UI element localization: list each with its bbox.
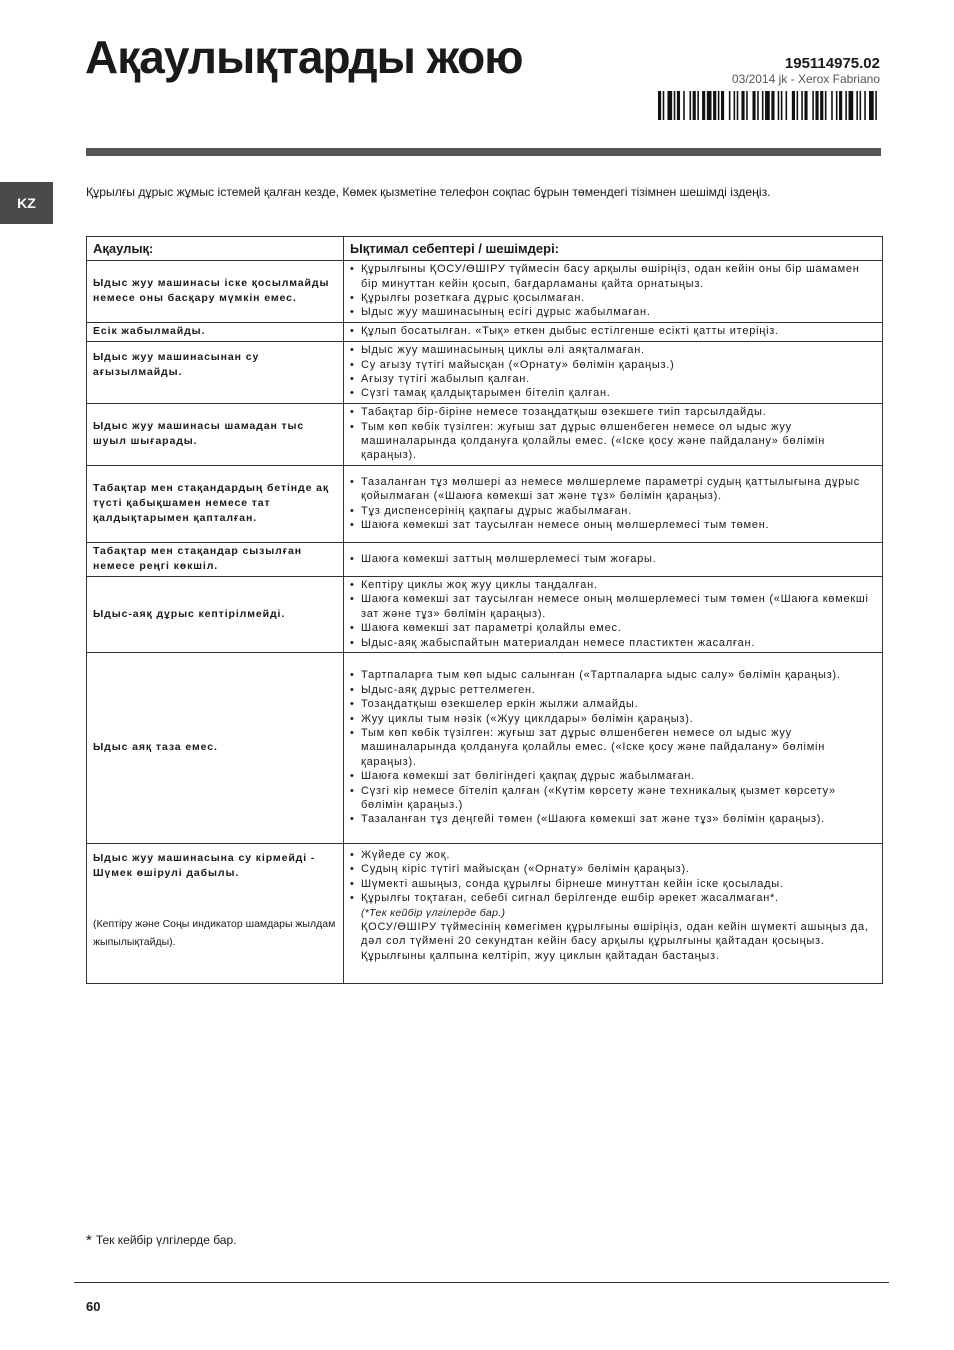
table-header-row [87, 237, 883, 261]
problem-cell [87, 543, 344, 577]
language-tab: KZ [0, 182, 53, 224]
cause-item: • Тұз диспенсерінің қақпағы дұрыс жабылмаған. [350, 504, 876, 518]
cause-item: • Сүзгі кір немесе бітеліп қалған («Күтім көрсету және техникалық қызмет көрсету» бөлімін қараңыз.) [350, 784, 876, 813]
footnote-text: Тек кейбір үлгілерде бар. [95, 1233, 237, 1247]
barcode-bar [825, 91, 827, 120]
barcode-bar [831, 91, 833, 120]
problem-text: Ыдыс жуу машинасынан су ағызылмайды. [93, 351, 260, 378]
page-title: Ақаулықтарды жою [85, 31, 523, 83]
cause-item: • Сүзгі тамақ қалдықтарымен бітеліп қалған. [350, 386, 876, 400]
cause-item: • Құлып босатылған. «Тық» еткен дыбыс естілгенше есікті қатты итеріңіз. [350, 324, 876, 338]
table-row [87, 404, 883, 466]
problem-cell [87, 466, 344, 543]
barcode-bar [689, 91, 691, 120]
problem-text: Табақтар мен стақандардың бетінде ақ түсті қабықшамен немесе тат қалдықтарымен қапталған. [93, 482, 330, 524]
barcode-bar [697, 91, 699, 120]
barcode-bar [737, 91, 739, 120]
barcode-bar [707, 91, 712, 120]
header-causes: Ықтимал себептері / шешімдері: [344, 237, 883, 261]
intro-text: Құрылғы дұрыс жұмыс істемей қалған кезде, Көмек қызметіне телефон соқпас бұрын төмендегі тізімнен шешімді іздеңіз. [86, 185, 771, 199]
cause-item: • Ыдыс-аяқ дұрыс реттелмеген. [350, 683, 876, 697]
cause-item: • Су ағызу түтігі майысқан («Орнату» бөлімін қараңыз.) [350, 358, 876, 372]
barcode-bar [792, 91, 795, 120]
barcode-bar [786, 91, 788, 120]
barcode-bar [869, 91, 874, 120]
problem-text: Ыдыс аяқ таза емес. [93, 741, 218, 754]
table-row [87, 466, 883, 543]
barcode-bar [677, 91, 680, 120]
table-row [87, 844, 883, 984]
footnote [86, 1232, 236, 1249]
barcode-bar [849, 91, 854, 120]
cause-item: • Шаюға көмекші зат параметрі қолайлы емес. [350, 621, 876, 635]
models-note: (*Тек кейбір үлгілерде бар.) [361, 906, 506, 919]
causes-cell [344, 844, 883, 984]
barcode-bar [856, 91, 858, 120]
barcode-bar [845, 91, 847, 120]
cause-item: • Шаюға көмекші зат таусылған немесе оның мөлшерлемесі тым төмен. [350, 518, 876, 532]
causes-cell [344, 577, 883, 653]
barcode-bar [765, 91, 770, 120]
problem-cell [87, 844, 344, 984]
barcode-bar [674, 91, 676, 120]
barcode-bar [663, 91, 665, 120]
problem-cell [87, 404, 344, 466]
page-number: 60 [86, 1299, 101, 1314]
barcode-bar [778, 91, 780, 120]
cause-item: • Құрылғыны ҚОСУ/ӨШІРУ түймесін басу арқылы өшіріңіз, одан кейін оны бір шамамен бір минуттан кейін қосып, бағдарламаны қайта орнатыңыз. [350, 262, 876, 291]
footnote-star: * [86, 1232, 92, 1249]
cause-item: • Кептіру циклы жоқ жуу циклы таңдалған. [350, 578, 876, 592]
header-divider [86, 148, 881, 156]
barcode-bar [864, 91, 866, 120]
barcode-bar [752, 91, 755, 120]
barcode-bar [729, 91, 731, 120]
barcode-bar [812, 91, 814, 120]
cause-item: • Ағызу түтігі жабылып қалған. [350, 372, 876, 386]
table-row [87, 577, 883, 653]
problem-text: Табақтар мен стақандар сызылған немесе реңгі көкшіл. [93, 545, 302, 572]
barcode-bar [741, 91, 744, 120]
cause-item: • Тым көп көбік түзілген: жуғыш зат дұрыс өлшенбеген немесе ол ыдыс жуу машиналарында қолдануға қолайлы емес. («Іске қосу және пайдалану» бөлімін қараңыз). [350, 420, 876, 463]
barcode-bar [721, 91, 724, 120]
causes-cell [344, 653, 883, 844]
document-code: 195114975.02 [784, 55, 880, 72]
barcode-bar [820, 91, 823, 120]
table-row [87, 543, 883, 577]
table-row [87, 653, 883, 844]
reset-instructions: ҚОСУ/ӨШІРУ түймесінің көмегімен құрылғыны өшіріңіз, одан кейін шүмекті ашыңыз да, дәл сол түймені 20 секундтан кейін басу арқылы құрылғыны қайтадан қосыңыз. Құрылғыны қалпына келтіріп, жуу циклын қайтадан бастаңыз. [361, 921, 869, 962]
causes-cell [344, 466, 883, 543]
barcode-bar [762, 91, 764, 120]
table-row [87, 323, 883, 342]
cause-item: • Тартпаларға тым көп ыдыс салынған («Тартпаларға ыдыс салу» бөлімін қараңыз). [350, 668, 876, 682]
cause-item: • Ыдыс-аяқ жабыспайтын материалдан немесе пластиктен жасалған. [350, 636, 876, 650]
barcode-bar [702, 91, 705, 120]
cause-item: • Жуу циклы тым нәзік («Жуу циклдары» бөлімін қараңыз). [350, 712, 876, 726]
barcode-bar [797, 91, 799, 120]
barcode-bar [801, 91, 803, 120]
table-row [87, 261, 883, 323]
problem-text: Ыдыс жуу машинасына су кірмейді - Шүмек өшірулі дабылы. [93, 852, 316, 880]
problem-cell [87, 653, 344, 844]
problem-text: Есік жабылмайды. [93, 325, 206, 337]
barcode-bar [718, 91, 720, 120]
cause-item: • Құрылғы тоқтаған, себебі сигнал берілгенде ешбір әрекет жасалмаған*. [350, 891, 876, 905]
barcode-bar [839, 91, 842, 120]
document-info [640, 55, 880, 86]
barcode-image [658, 91, 880, 120]
cause-item: • Табақтар бір-біріне немесе тозаңдатқыш өзекшеге тиіп тарсылдайды. [350, 405, 876, 419]
problem-cell [87, 323, 344, 342]
barcode-bar [746, 91, 748, 120]
footer-divider [74, 1282, 889, 1283]
cause-item: • Тазаланған тұз деңгейі төмен («Шаюға көмекші зат және тұз» бөлімін қараңыз). [350, 812, 876, 826]
barcode-bar [667, 91, 672, 120]
causes-cell [344, 543, 883, 577]
cause-item: • Құрылғы розеткаға дұрыс қосылмаған. [350, 291, 876, 305]
causes-cell [344, 404, 883, 466]
barcode-bar [734, 91, 736, 120]
document-date: 03/2014 jk - Xerox Fabriano [731, 72, 880, 86]
problem-text: Ыдыс жуу машинасы іске қосылмайды немесе оны басқару мүмкін емес. [93, 277, 330, 304]
barcode-bar [860, 91, 862, 120]
cause-item: • Судың кіріс түтігі майысқан («Орнату» бөлімін қараңыз). [350, 862, 876, 876]
causes-cell [344, 342, 883, 404]
cause-item: • Шаюға көмекші зат таусылған немесе оның мөлшерлемесі тым төмен («Шаюға көмекші зат және тұз» бөлімін қараңыз). [350, 592, 876, 621]
table-row [87, 342, 883, 404]
barcode-bar [804, 91, 807, 120]
cause-item: • Ыдыс жуу машинасының циклы әлі аяқталмаған. [350, 343, 876, 357]
problem-text: Ыдыс-аяқ дұрыс кептірілмейді. [93, 607, 286, 620]
problem-cell [87, 342, 344, 404]
cause-item: • Шүмекті ашыңыз, сонда құрылғы бірнеше минуттан кейін іске қосылады. [350, 877, 876, 891]
barcode-bar [836, 91, 838, 120]
barcode-bar [658, 91, 661, 120]
cause-item: • Шаюға көмекші зат бөлігіндегі қақпақ дұрыс жабылмаған. [350, 769, 876, 783]
barcode-bar [693, 91, 696, 120]
barcode-bar [757, 91, 759, 120]
cause-item: • Тым көп көбік түзілген: жуғыш зат дұрыс өлшенбеген немесе ол ыдыс жуу машиналарында қолдануға қолайлы емес. («Іске қосу және пайдалану» бөлімін қараңыз). [350, 726, 876, 769]
causes-cell [344, 261, 883, 323]
barcode-bar [771, 91, 774, 120]
barcode-bar [875, 91, 877, 120]
header-problem: Ақаулық: [87, 237, 344, 261]
barcode-bar [781, 91, 783, 120]
problem-text: Ыдыс жуу машинасы шамадан тыс шуыл шығарады. [93, 420, 305, 447]
cause-item: • Тозаңдатқыш өзекшелер еркін жылжи алмайды. [350, 697, 876, 711]
troubleshooting-table [86, 236, 883, 984]
barcode-bar [683, 91, 685, 120]
problem-cell [87, 261, 344, 323]
cause-item: • Жүйеде су жоқ. [350, 848, 876, 862]
barcode-bar [815, 91, 818, 120]
barcode-bar [713, 91, 716, 120]
causes-cell [344, 323, 883, 342]
cause-item: • Шаюға көмекші заттың мөлшерлемесі тым жоғары. [350, 552, 876, 566]
cause-item: • Тазаланған тұз мөлшері аз немесе мөлшерлеме параметрі судың қаттылығына дұрыс қойылмаған («Шаюға көмекші зат және тұз» бөлімін қараңыз). [350, 475, 876, 504]
indicator-note: (Кептіру және Соңы индикатор шамдары жылдам жыпылықтайды). [93, 918, 336, 949]
cause-item: • Ыдыс жуу машинасының есігі дұрыс жабылмаған. [350, 305, 876, 319]
problem-cell [87, 577, 344, 653]
